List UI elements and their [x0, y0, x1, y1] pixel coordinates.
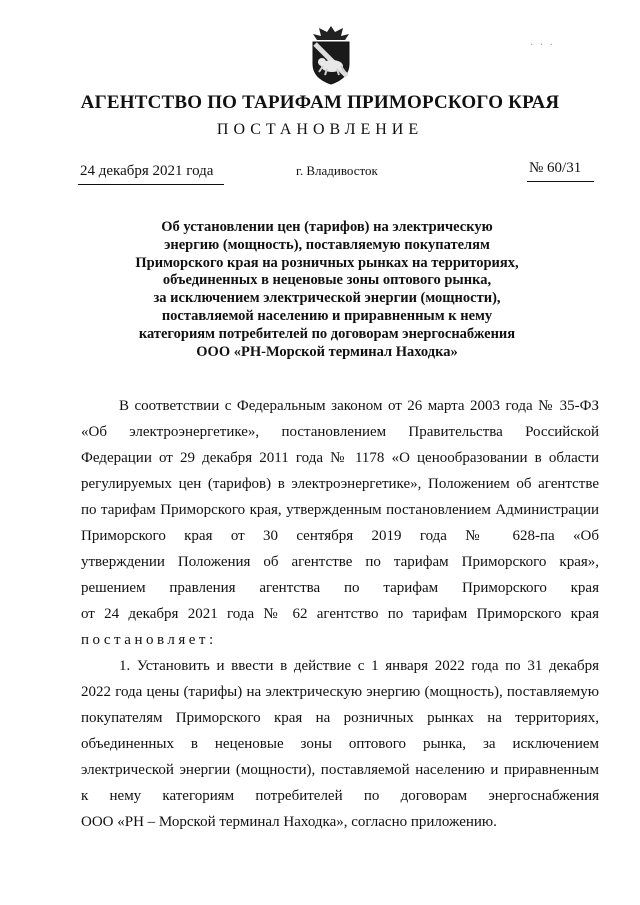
body-line: «Об электроэнергетике», постановлением Правительства Российской [81, 424, 599, 440]
title-line: поставляемой населению и приравненным к нему [161, 307, 493, 324]
scan-mark: · · · [530, 40, 555, 51]
document-title [110, 219, 544, 361]
item1-line: электрической энергии (мощности), поставляемой населению и приравненным [81, 762, 599, 778]
agency-name: АГЕНТСТВО ПО ТАРИФАМ ПРИМОРСКОГО КРАЯ [80, 92, 560, 113]
document-city: г. Владивосток [296, 163, 378, 178]
document-number: № 60/31 [529, 160, 582, 176]
item1-line: покупателям Приморского края на розничных рынках на территориях, [81, 710, 599, 726]
document-body [81, 393, 599, 835]
body-line: регулируемых цен (тарифов) в электроэнергетике», Положением об агентстве [81, 476, 599, 492]
title-line: категориям потребителей по договорам энергоснабжения [138, 325, 516, 342]
item1-line: 2022 года цены (тарифы) на электрическую энергию (мощность), поставляемую [81, 684, 599, 700]
number-underline [527, 181, 594, 182]
item1-line: ООО «РН – Морской терминал Находка», согласно приложению. [81, 814, 497, 830]
body-line: В соответствии с Федеральным законом от 26 марта 2003 года № 35-ФЗ [119, 398, 599, 414]
title-line: объединенных в неценовые зоны оптового рынка, [162, 272, 492, 289]
item1-line: объединенных в неценовые зоны оптового рынка, за исключением [81, 736, 599, 752]
body-line: по тарифам Приморского края, утвержденным постановлением Администрации [81, 502, 599, 518]
body-line: решением правления агентства по тарифам Приморского края [81, 580, 599, 596]
body-line: от 24 декабря 2021 года № 62 агентство по тарифам Приморского края [81, 606, 599, 622]
item1-line: к нему категориям потребителей по договорам энергоснабжения [81, 788, 599, 804]
document-date: 24 декабря 2021 года [80, 163, 214, 179]
coat-of-arms-icon [305, 22, 357, 86]
body-line: Федерации от 29 декабря 2011 года № 1178 «О ценообразовании в области [81, 450, 599, 466]
resolves-line: постановляет: [81, 632, 217, 648]
body-line: утверждении Положения об агентстве по тарифам Приморского края», [81, 554, 599, 570]
title-line: ООО «РН-Морской терминал Находка» [196, 343, 458, 360]
document-type: ПОСТАНОВЛЕНИЕ [216, 121, 424, 138]
title-line: Приморского края на розничных рынках на территориях, [135, 254, 519, 271]
title-line: энергию (мощность), поставляемую покупателям [164, 236, 490, 253]
item1-line: 1. Установить и ввести в действие с 1 января 2022 года по 31 декабря [119, 658, 599, 674]
body-line: Приморского края от 30 сентября 2019 года № 628-па «Об [81, 528, 599, 544]
date-underline [78, 184, 224, 185]
title-line: за исключением электрической энергии (мощности), [153, 290, 501, 307]
title-line: Об установлении цен (тарифов) на электрическую [161, 219, 493, 235]
